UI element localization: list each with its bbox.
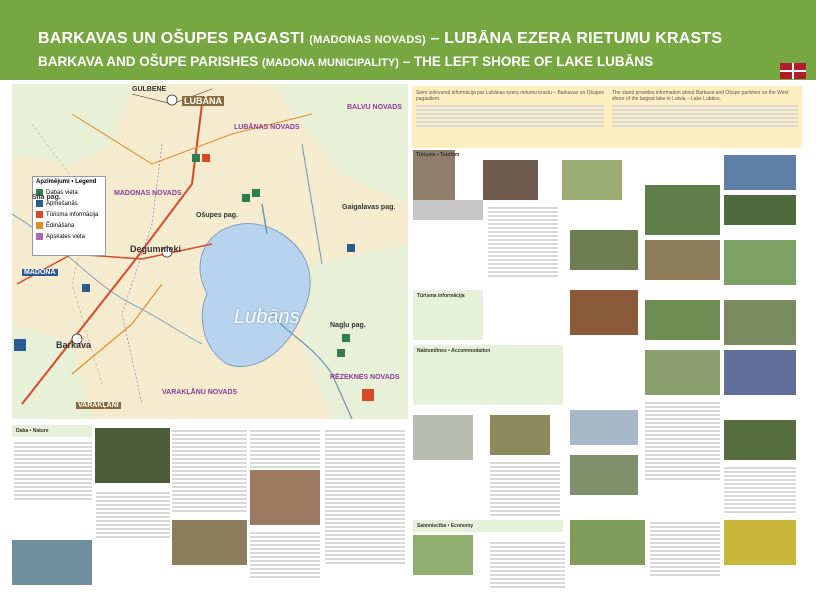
region-map[interactable]: [12, 84, 408, 419]
sightseeing-icon: [36, 233, 43, 240]
label-degumnieki[interactable]: Degumnieki: [130, 244, 182, 254]
economy-section: [413, 520, 563, 532]
accommodation-section: [413, 345, 563, 405]
label-osupes: Ošupes pag.: [196, 212, 239, 219]
photo: [12, 540, 92, 585]
economy-title: Saimniecība • Economy: [417, 523, 474, 529]
legend-item: Apskates vieta: [33, 231, 105, 242]
tourist-info-icon: [36, 211, 43, 218]
accommodation-icon: [36, 200, 43, 207]
label-gulbene: GULBENE: [132, 86, 167, 93]
nature-text: [96, 490, 170, 540]
label-lubanas-novads: LUBĀNAS NOVADS: [234, 124, 300, 131]
intro-en-lines: [612, 105, 798, 127]
photo: [724, 520, 796, 565]
header-banner: [0, 0, 816, 80]
photo: [724, 420, 796, 460]
map-legend: [32, 176, 106, 256]
nature-text: [14, 440, 92, 502]
photo: [645, 350, 720, 395]
photo: [413, 200, 483, 220]
photo: [562, 160, 622, 200]
label-varaklanu: VARAKĻĀNU NOVADS: [162, 389, 238, 396]
info-title: Tūrisma informācija: [417, 293, 465, 299]
label-barkava[interactable]: Barkava: [56, 340, 92, 350]
intro-lv: Šiem izdevumā informācija par Lubānas ezera rietumu krastu – Barkavas un Ošupes pagastiem.: [416, 90, 604, 145]
photo: [570, 410, 638, 445]
legend-item: Ēdināšana: [33, 220, 105, 231]
economy-text: [490, 540, 565, 590]
photo: [724, 350, 796, 395]
tourism-text: [488, 205, 558, 279]
lake-label: Lubāns: [234, 306, 300, 328]
nature-title: Daba • Nature: [16, 428, 49, 434]
photo: [724, 195, 796, 225]
photo: [250, 470, 320, 525]
photo: [724, 155, 796, 190]
photo: [483, 160, 538, 200]
photo: [570, 290, 638, 335]
food-icon: [36, 222, 43, 229]
photo: [570, 520, 645, 565]
legend-item: Apmešanās: [33, 198, 105, 209]
intro-lv-lines: [416, 105, 604, 127]
nature-text: [250, 530, 320, 580]
legend-item: Tūrisma informācija: [33, 209, 105, 220]
photo: [490, 415, 550, 455]
photo: [570, 455, 638, 495]
title-latvian: BARKAVAS UN OŠUPES PAGASTI (MADONAS NOVADS) – LUBĀNA EZERA RIETUMU KRASTS: [38, 30, 723, 47]
photo: [570, 230, 638, 270]
photo: [645, 240, 720, 280]
photo: [724, 240, 796, 285]
info-section: [413, 290, 483, 340]
label-sila: Sila pag.: [32, 194, 61, 201]
photo: [413, 415, 473, 460]
label-madonas-novads: MADONAS NOVADS: [114, 190, 182, 197]
nature-text: [250, 428, 320, 470]
title-english: BARKAVA AND OŠUPE PARISHES (MADONA MUNICIPALITY) – THE LEFT SHORE OF LAKE LUBĀNS: [38, 54, 654, 69]
intro-en: The stand provides information about Barkava and Ošupe parishes on the West shore of the largest lake in Latvia – Lake Lubāns.: [612, 90, 798, 145]
label-gaigalava: Gaigalavas pag.: [342, 204, 396, 211]
label-varaklani[interactable]: VARAKĻĀNI: [78, 402, 119, 409]
legend-title: Apzīmējumi • Legend: [36, 179, 97, 185]
photo: [724, 300, 796, 345]
tourism-text: [490, 460, 560, 518]
nature-section: [12, 425, 92, 437]
tourism-title: Tūrisms • Tourism: [416, 152, 460, 158]
uk-flag-icon[interactable]: [780, 63, 806, 79]
photo: [645, 300, 720, 340]
photo: [95, 428, 170, 483]
legend-item: Dabas vieta: [33, 187, 105, 198]
economy-text: [650, 520, 720, 578]
nature-text: [325, 428, 405, 566]
photo: [172, 520, 247, 565]
label-lubana[interactable]: LUBĀNA: [184, 96, 222, 106]
label-naglu: Nagļu pag.: [330, 322, 366, 329]
tourism-text: [645, 400, 720, 482]
label-madona[interactable]: MADONA: [24, 269, 56, 276]
nature-text: [172, 428, 247, 514]
photo: [645, 185, 720, 235]
tourism-text: [724, 465, 796, 515]
label-rezeknes: RĒZEKNES NOVADS: [330, 374, 400, 381]
photo: [413, 535, 473, 575]
accommodation-title: Naktsmītnes • Accommodation: [417, 348, 491, 354]
intro-panel: [412, 86, 802, 148]
label-balvu: BALVU NOVADS: [347, 104, 402, 111]
